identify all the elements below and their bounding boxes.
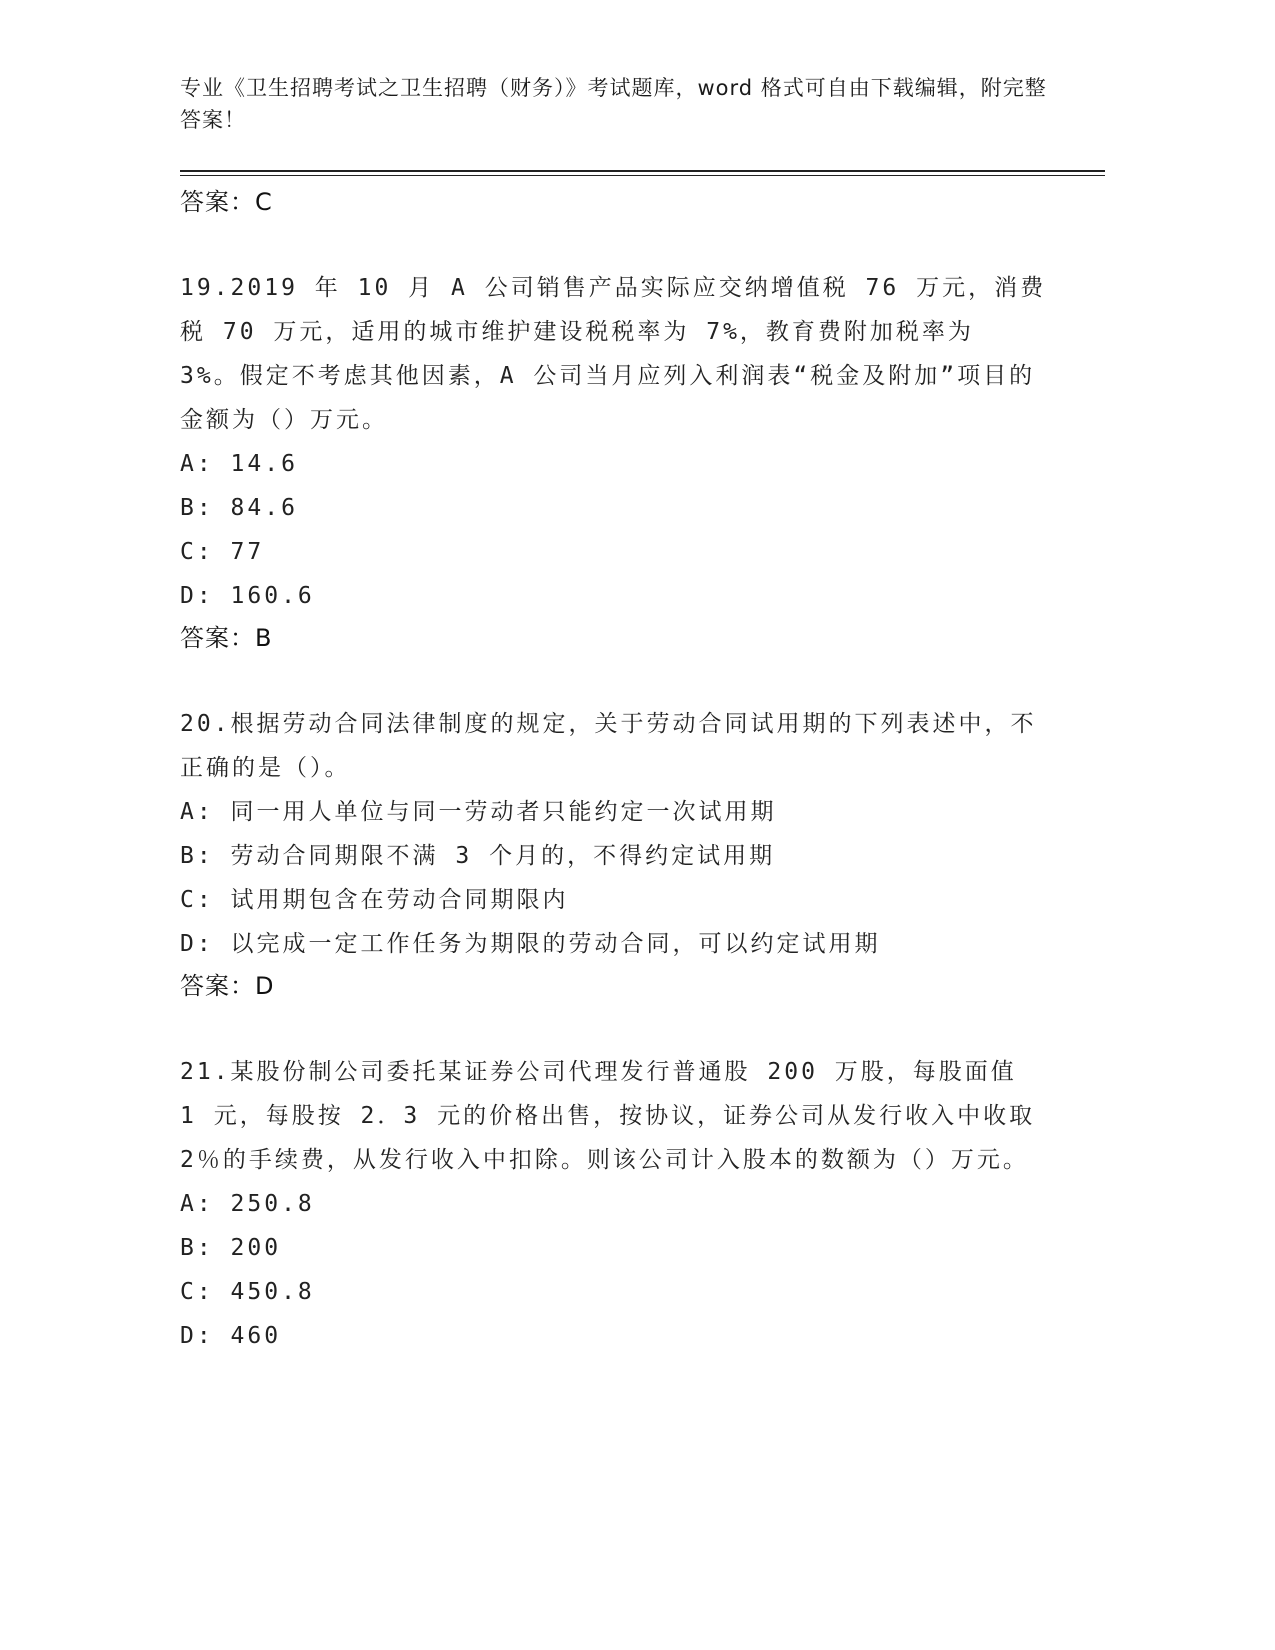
question-block xyxy=(180,266,1050,658)
option-b: B: 200 xyxy=(180,1235,282,1261)
header-divider xyxy=(180,170,1105,172)
answer-line: 答案：B xyxy=(180,624,273,652)
option-d: D: 460 xyxy=(180,1323,282,1349)
option-c: C: 试用期包含在劳动合同期限内 xyxy=(180,887,569,913)
question-stem: 19.2019 年 10 月 A 公司销售产品实际应交纳增值税 76 万元，消费税 70 万元，适用的城市维护建设税税率为 7%，教育费附加税率为 3%。假定不考虑其他因素，A 公司当月应列入利润表“税金及附加”项目的金额为（）万元。 xyxy=(180,275,1047,433)
answer-line: 答案：C xyxy=(180,188,273,216)
option-d: D: 以完成一定工作任务为期限的劳动合同，可以约定试用期 xyxy=(180,931,881,957)
option-b: B: 84.6 xyxy=(180,495,298,521)
option-a: A: 250.8 xyxy=(180,1191,315,1217)
option-c: C: 77 xyxy=(180,539,265,565)
question-block xyxy=(180,702,1050,1006)
question-block xyxy=(180,1050,1050,1358)
option-a: A: 同一用人单位与同一劳动者只能约定一次试用期 xyxy=(180,799,777,825)
question-content xyxy=(180,182,1050,1358)
option-c: C: 450.8 xyxy=(180,1279,315,1305)
option-a: A: 14.6 xyxy=(180,451,298,477)
option-d: D: 160.6 xyxy=(180,583,315,609)
question-stem: 21.某股份制公司委托某证券公司代理发行普通股 200 万股，每股面值 1 元，每股按 2．3 元的价格出售，按协议，证券公司从发行收入中收取 2％的手续费，从发行收入中扣除。则该公司计入股本的数额为（）万元。 xyxy=(180,1059,1036,1173)
page-header: 专业《卫生招聘考试之卫生招聘（财务）》考试题库，word 格式可自由下载编辑，附完整答案！ xyxy=(180,76,1047,132)
option-b: B: 劳动合同期限不满 3 个月的，不得约定试用期 xyxy=(180,843,776,869)
header-divider-thin xyxy=(180,175,1105,176)
question-stem: 20.根据劳动合同法律制度的规定，关于劳动合同试用期的下列表述中，不正确的是（）。 xyxy=(180,711,1037,781)
answer-line: 答案：D xyxy=(180,972,275,1000)
